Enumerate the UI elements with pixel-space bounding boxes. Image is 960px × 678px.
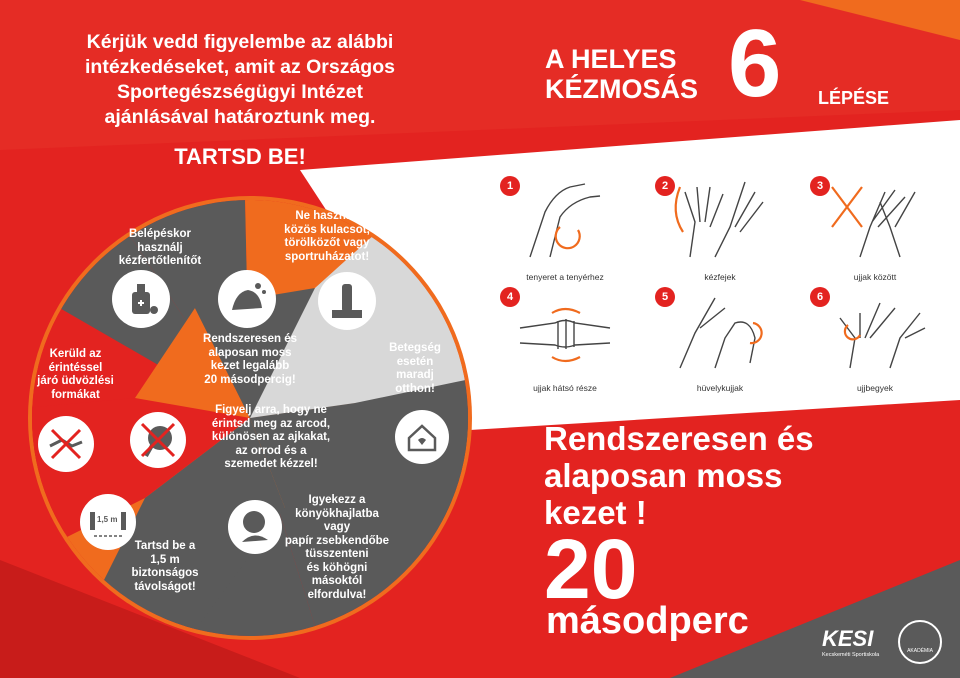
keep-it-heading: TARTSD BE! <box>174 144 306 169</box>
step-number: 3 <box>810 176 830 196</box>
step-1 <box>500 172 630 282</box>
segment-line: formákat <box>51 388 100 401</box>
kesi-logo-subtitle: Kecskeméti Sportiskola <box>822 652 880 658</box>
segment-line: esetén <box>396 355 434 368</box>
segment-line: 1,5 m <box>150 553 180 566</box>
handwash-title-line-1: A HELYES <box>545 44 677 74</box>
main-message-line-1: Rendszeresen és <box>544 420 814 457</box>
segment-no-face <box>196 404 346 472</box>
segment-line: Tartsd be a <box>134 540 196 552</box>
segment-line: papír zsebkendőbe <box>284 534 390 547</box>
segment-line: Igyekezz a <box>308 494 366 506</box>
step-caption: kézfejek <box>704 272 736 282</box>
segment-line: Ne használj <box>295 210 359 222</box>
sanitizer-icon <box>112 270 170 328</box>
kesi-logo: KESI <box>822 626 874 651</box>
step-number: 1 <box>500 176 520 196</box>
segment-sick <box>380 342 450 396</box>
intro-line-3: Sportegészségügyi Intézet <box>117 81 363 103</box>
no-face-touch-icon <box>130 412 186 468</box>
step-6 <box>810 283 940 393</box>
step-3 <box>810 172 940 282</box>
step-number: 2 <box>655 176 675 196</box>
step-caption: ujjak hátsó része <box>533 383 597 393</box>
segment-line: tüsszenteni <box>305 548 369 560</box>
no-handshake-icon <box>38 416 94 472</box>
segment-line: Betegség <box>389 342 441 354</box>
segment-line: használj <box>137 241 183 254</box>
step-caption: tenyeret a tenyérhez <box>526 272 604 282</box>
hand-washing-icon <box>218 270 276 328</box>
segment-line: biztonságos <box>131 567 199 579</box>
segment-line: érintéssel <box>48 361 103 374</box>
segment-line: otthon! <box>395 382 435 395</box>
intro-line-2: intézkedéseket, amit az Országos <box>85 56 395 78</box>
step-number: 5 <box>655 287 675 307</box>
segment-line: érintsd meg az arcod, <box>211 417 331 430</box>
seconds-unit: másodperc <box>546 600 749 642</box>
step-4 <box>500 283 630 393</box>
bottle-towel-icon <box>318 272 376 330</box>
handwash-title-suffix: LÉPÉSE <box>818 88 890 108</box>
step-2 <box>655 172 785 282</box>
step-caption: hüvelykujjak <box>696 383 744 393</box>
segment-line: és köhögni <box>306 561 368 574</box>
home-icon <box>395 410 449 464</box>
seconds-number: 20 <box>544 522 638 616</box>
segment-line: kezet legalább <box>210 360 290 372</box>
handwash-step-count: 6 <box>728 10 782 117</box>
intro-line-4: ajánlásával határoztunk meg. <box>104 106 376 128</box>
step-5 <box>655 283 785 393</box>
step-caption: ujjbegyek <box>857 383 893 393</box>
segment-line: szemedet kézzel! <box>224 458 318 470</box>
segment-line: távolságot! <box>134 580 196 593</box>
segment-line: különösen az ajkakat, <box>211 431 331 443</box>
main-message <box>544 420 814 531</box>
segment-line: másoktól <box>311 575 363 587</box>
segment-wash-hands <box>190 333 310 387</box>
segment-line: Figyelj arra, hogy ne <box>215 404 327 416</box>
segment-line: járó üdvözlési <box>37 375 114 387</box>
main-message-line-3: kezet ! <box>544 494 647 531</box>
segment-line: alaposan moss <box>208 346 292 359</box>
segment-sneeze <box>282 494 392 602</box>
segment-line: törölközőt vagy <box>284 237 370 249</box>
segment-line: elfordulva! <box>307 588 367 601</box>
segment-line: könyökhajlatba vagy <box>295 507 379 533</box>
segment-line: maradj <box>396 369 434 381</box>
intro-line-1: Kérjük vedd figyelembe az alábbi <box>86 31 394 53</box>
step-number: 4 <box>500 287 520 307</box>
segment-line: kézfertőtlenítőt <box>118 255 202 267</box>
segment-no-share <box>262 210 392 264</box>
segment-no-contact <box>28 348 123 402</box>
step-number: 6 <box>810 287 830 307</box>
intro-text <box>40 30 440 130</box>
segment-line: sportruházatot! <box>284 250 370 263</box>
main-message-line-2: alaposan moss <box>544 457 783 494</box>
segment-distance <box>110 540 220 594</box>
segment-disinfect <box>100 228 220 269</box>
sneeze-icon <box>228 500 282 554</box>
step-caption: ujjak között <box>853 272 897 282</box>
segment-line: közös kulacsot, <box>284 223 370 236</box>
segment-line: Kerüld az <box>49 348 102 360</box>
segment-line: Rendszeresen és <box>203 333 297 345</box>
distance-icon-label: 1,5 m <box>97 515 118 524</box>
segment-line: Belépéskor <box>128 228 191 240</box>
akademia-logo-text: AKADÉMIA <box>907 648 933 654</box>
handwash-title-line-2: KÉZMOSÁS <box>545 74 699 104</box>
segment-line: 20 másodpercig! <box>204 373 296 386</box>
handwash-title <box>545 44 698 104</box>
akademia-logo <box>898 620 942 664</box>
segment-line: az orrod és a <box>235 444 307 457</box>
